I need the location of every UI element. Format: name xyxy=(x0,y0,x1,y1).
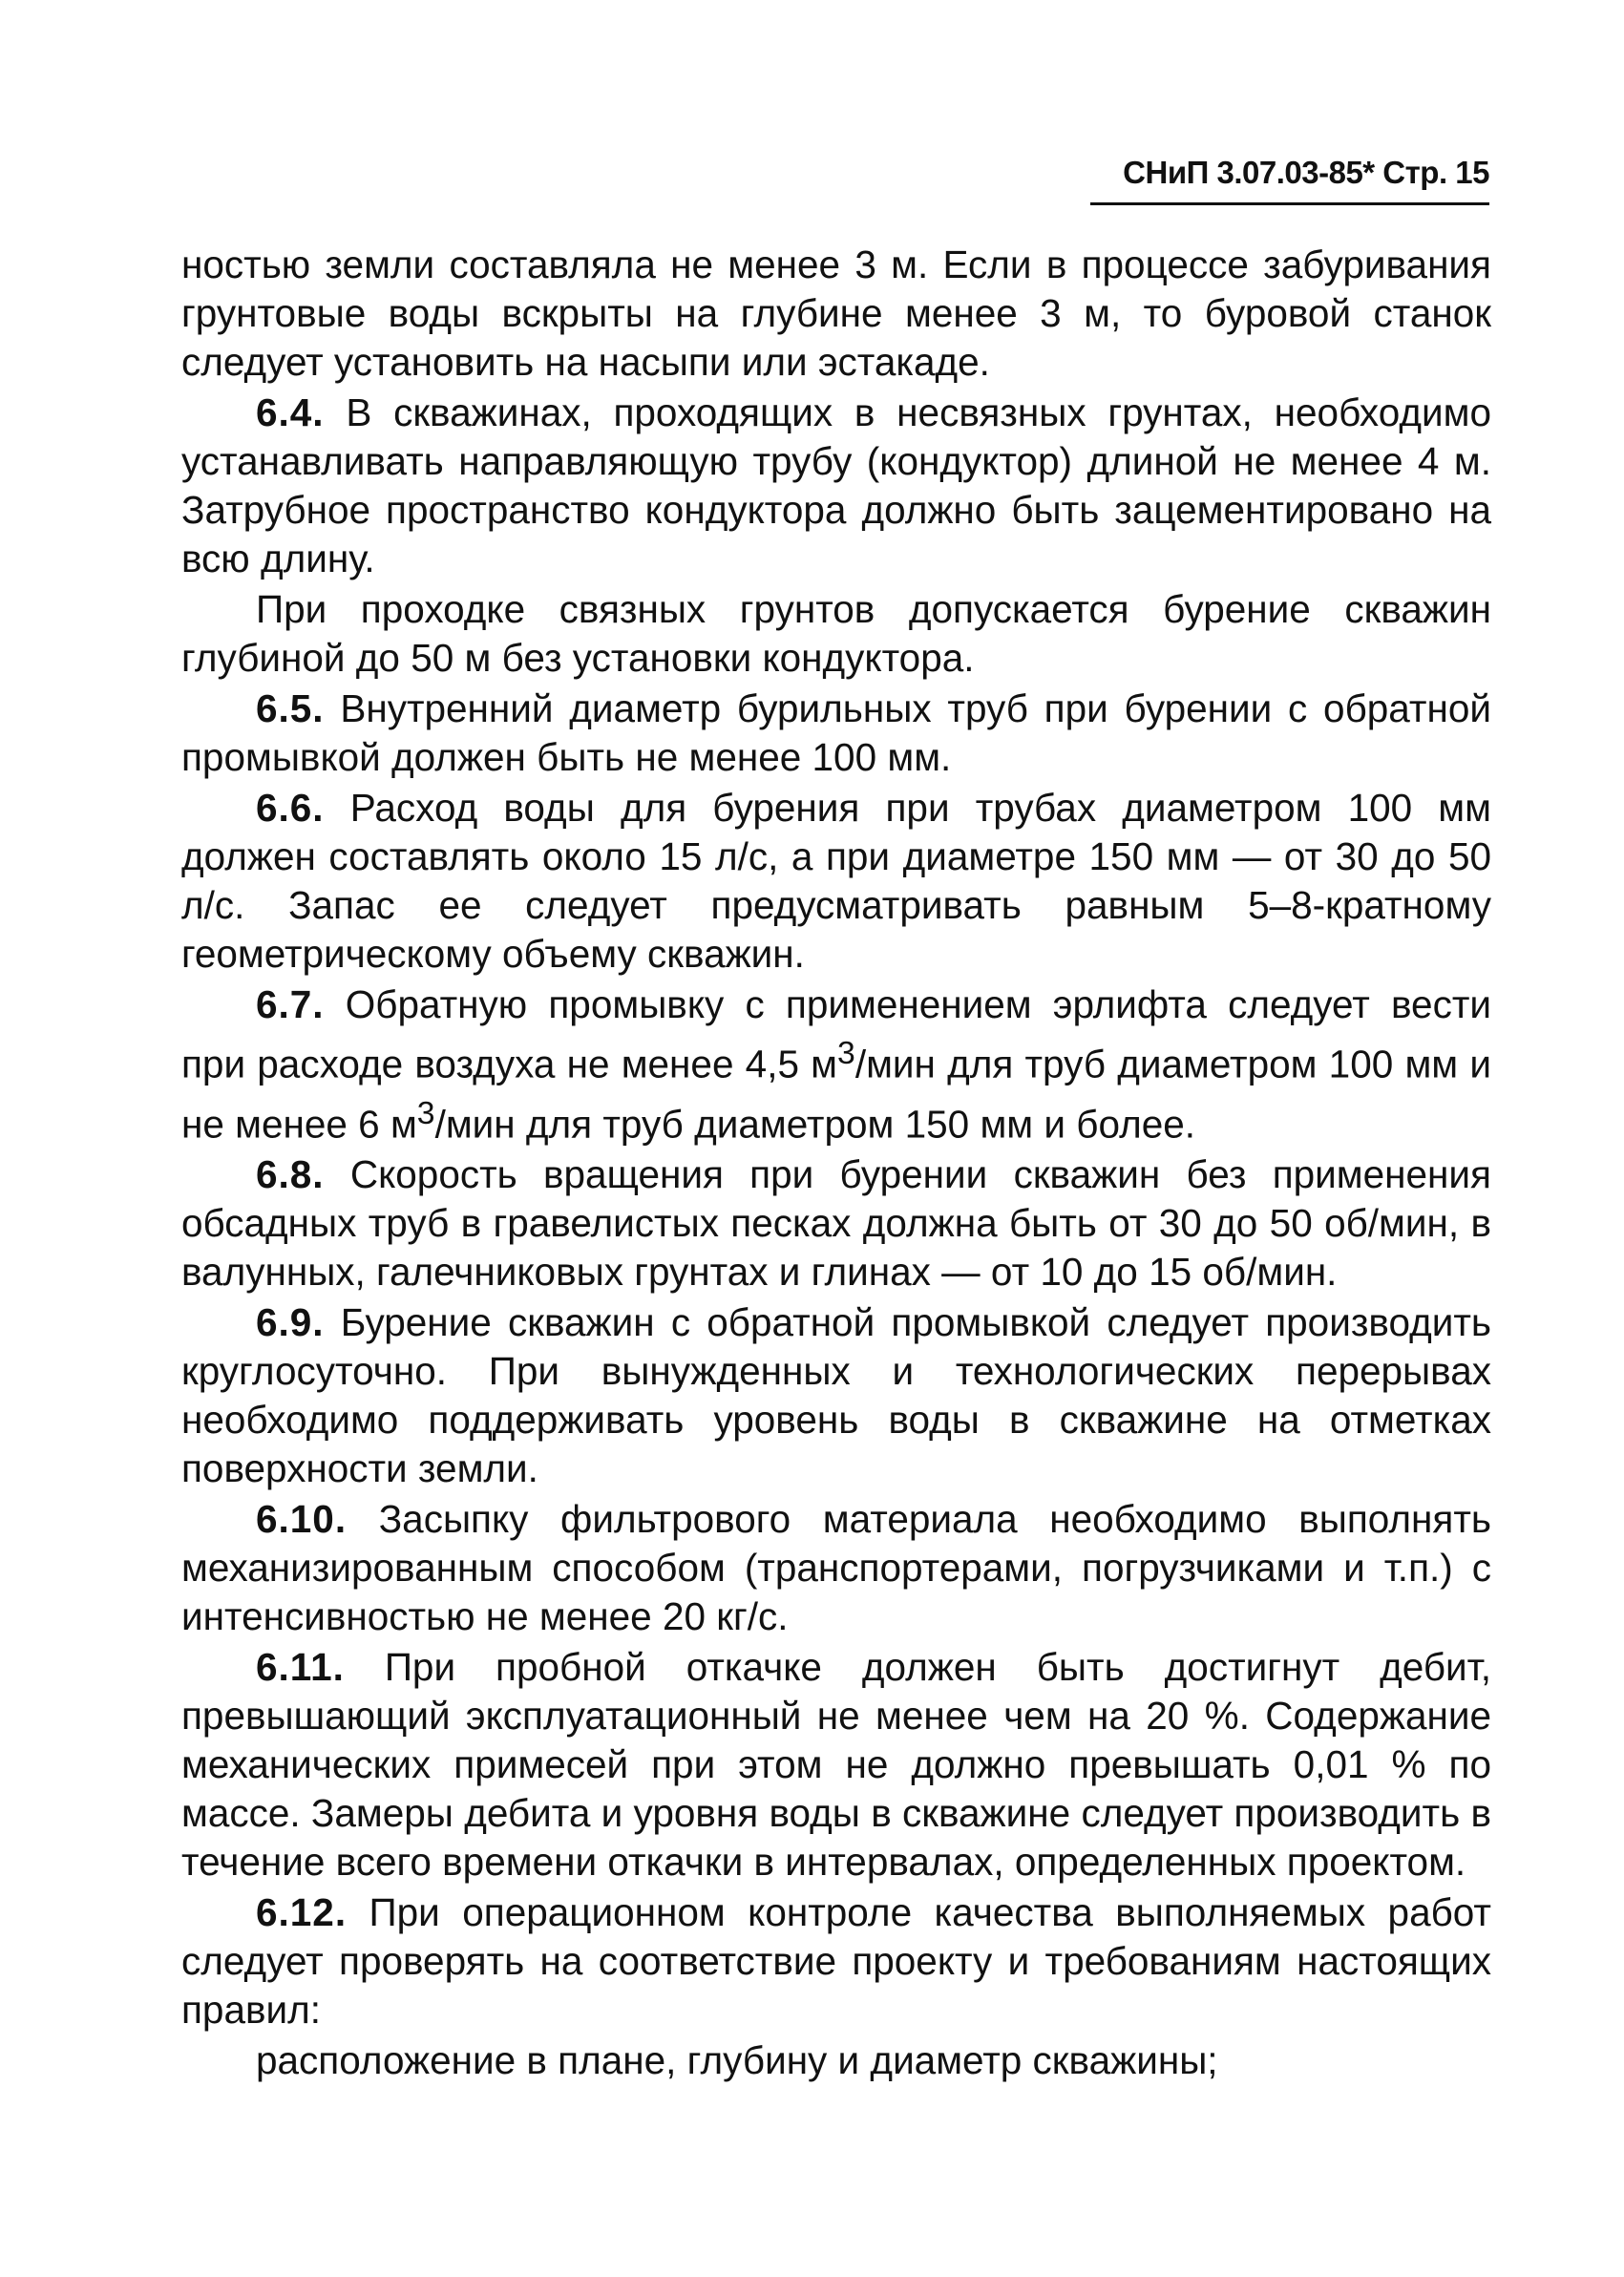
clause-number: 6.9. xyxy=(256,1300,325,1344)
clause-number: 6.12. xyxy=(256,1890,348,1934)
clause-6-6 xyxy=(181,784,1491,979)
paragraph-text: При проходке связных грунтов допускается бурение скважин глубиной до 50 м без установки кондуктора. xyxy=(181,587,1491,680)
clause-number: 6.10. xyxy=(256,1497,348,1541)
clause-text: Бурение скважин с обратной промывкой следует производить круглосуточно. При вынужденных и технологических перерывах необходимо поддерживать уровень воды в скважине на отметках поверхности земли. xyxy=(181,1300,1491,1490)
clause-number: 6.7. xyxy=(256,982,325,1026)
document-body xyxy=(181,241,1491,2087)
clause-6-12 xyxy=(181,1888,1491,2035)
clause-text-part-b: /мин для труб диаметром 100 мм и не менее 6 м xyxy=(181,1042,1491,1146)
clause-6-4 xyxy=(181,389,1491,583)
superscript-cube: 3 xyxy=(837,1035,855,1071)
clause-6-5 xyxy=(181,685,1491,782)
clause-6-10 xyxy=(181,1495,1491,1641)
header-rule xyxy=(1090,202,1489,205)
paragraph-text: ностью земли составляла не менее 3 м. Если в процессе забуривания грунтовые воды вскрыты на глубине менее 3 м, то буровой станок следует установить на насыпи или эстакаде. xyxy=(181,242,1491,384)
clause-6-11 xyxy=(181,1643,1491,1887)
clause-number: 6.5. xyxy=(256,686,325,730)
clause-text: Расход воды для бурения при трубах диаметром 100 мм должен составлять около 15 л/с, а при диаметре 150 мм — от 30 до 50 л/с. Запас ее следует предусматривать равным 5–8-кратному геометрическому объему скважин. xyxy=(181,786,1491,976)
clause-text: Засыпку фильтрового материала необходимо выполнять механизированным способом (транспортерами, погрузчиками и т.п.) с интенсивностью не менее 20 кг/с. xyxy=(181,1497,1491,1638)
clause-number: 6.11. xyxy=(256,1645,345,1689)
page-header: СНиП 3.07.03-85* Стр. 15 xyxy=(1123,155,1489,190)
clause-text: Внутренний диаметр бурильных труб при бурении с обратной промывкой должен быть не менее 100 мм. xyxy=(181,686,1491,779)
clause-6-8 xyxy=(181,1150,1491,1297)
clause-text-part-a: Обратную промывку с применением эрлифта следует вести при расходе воздуха не менее 4,5 м xyxy=(181,982,1491,1086)
clause-text: В скважинах, проходящих в несвязных грунтах, необходимо устанавливать направляющую трубу (кондуктор) длиной не менее 4 м. Затрубное пространство кондуктора должно быть зацементировано на всю длину. xyxy=(181,390,1491,580)
paragraph-continuation xyxy=(181,241,1491,387)
list-item-text: расположение в плане, глубину и диаметр скважины; xyxy=(256,2038,1218,2082)
clause-6-9 xyxy=(181,1298,1491,1493)
clause-6-7 xyxy=(181,980,1491,1149)
clause-text: При операционном контроле качества выполняемых работ следует проверять на соответствие проекту и требованиям настоящих правил: xyxy=(181,1890,1491,2032)
paragraph-note xyxy=(181,585,1491,683)
clause-text: При пробной откачке должен быть достигнут дебит, превышающий эксплуатационный не менее чем на 20 %. Содержание механических примесей при этом не должно превышать 0,01 % по массе. Замеры дебита и уровня воды в скважине следует производить в течение всего времени откачки в интервалах, определенных проектом. xyxy=(181,1645,1491,1884)
clause-text: Скорость вращения при бурении скважин без применения обсадных труб в гравелистых песках должна быть от 30 до 50 об/мин, в валунных, галечниковых грунтах и глинах — от 10 до 15 об/мин. xyxy=(181,1152,1491,1294)
clause-number: 6.6. xyxy=(256,786,325,830)
clause-number: 6.8. xyxy=(256,1152,325,1196)
list-item xyxy=(181,2036,1491,2085)
superscript-cube: 3 xyxy=(416,1094,435,1131)
clause-number: 6.4. xyxy=(256,390,325,434)
clause-text-part-c: /мин для труб диаметром 150 мм и более. xyxy=(434,1102,1196,1146)
